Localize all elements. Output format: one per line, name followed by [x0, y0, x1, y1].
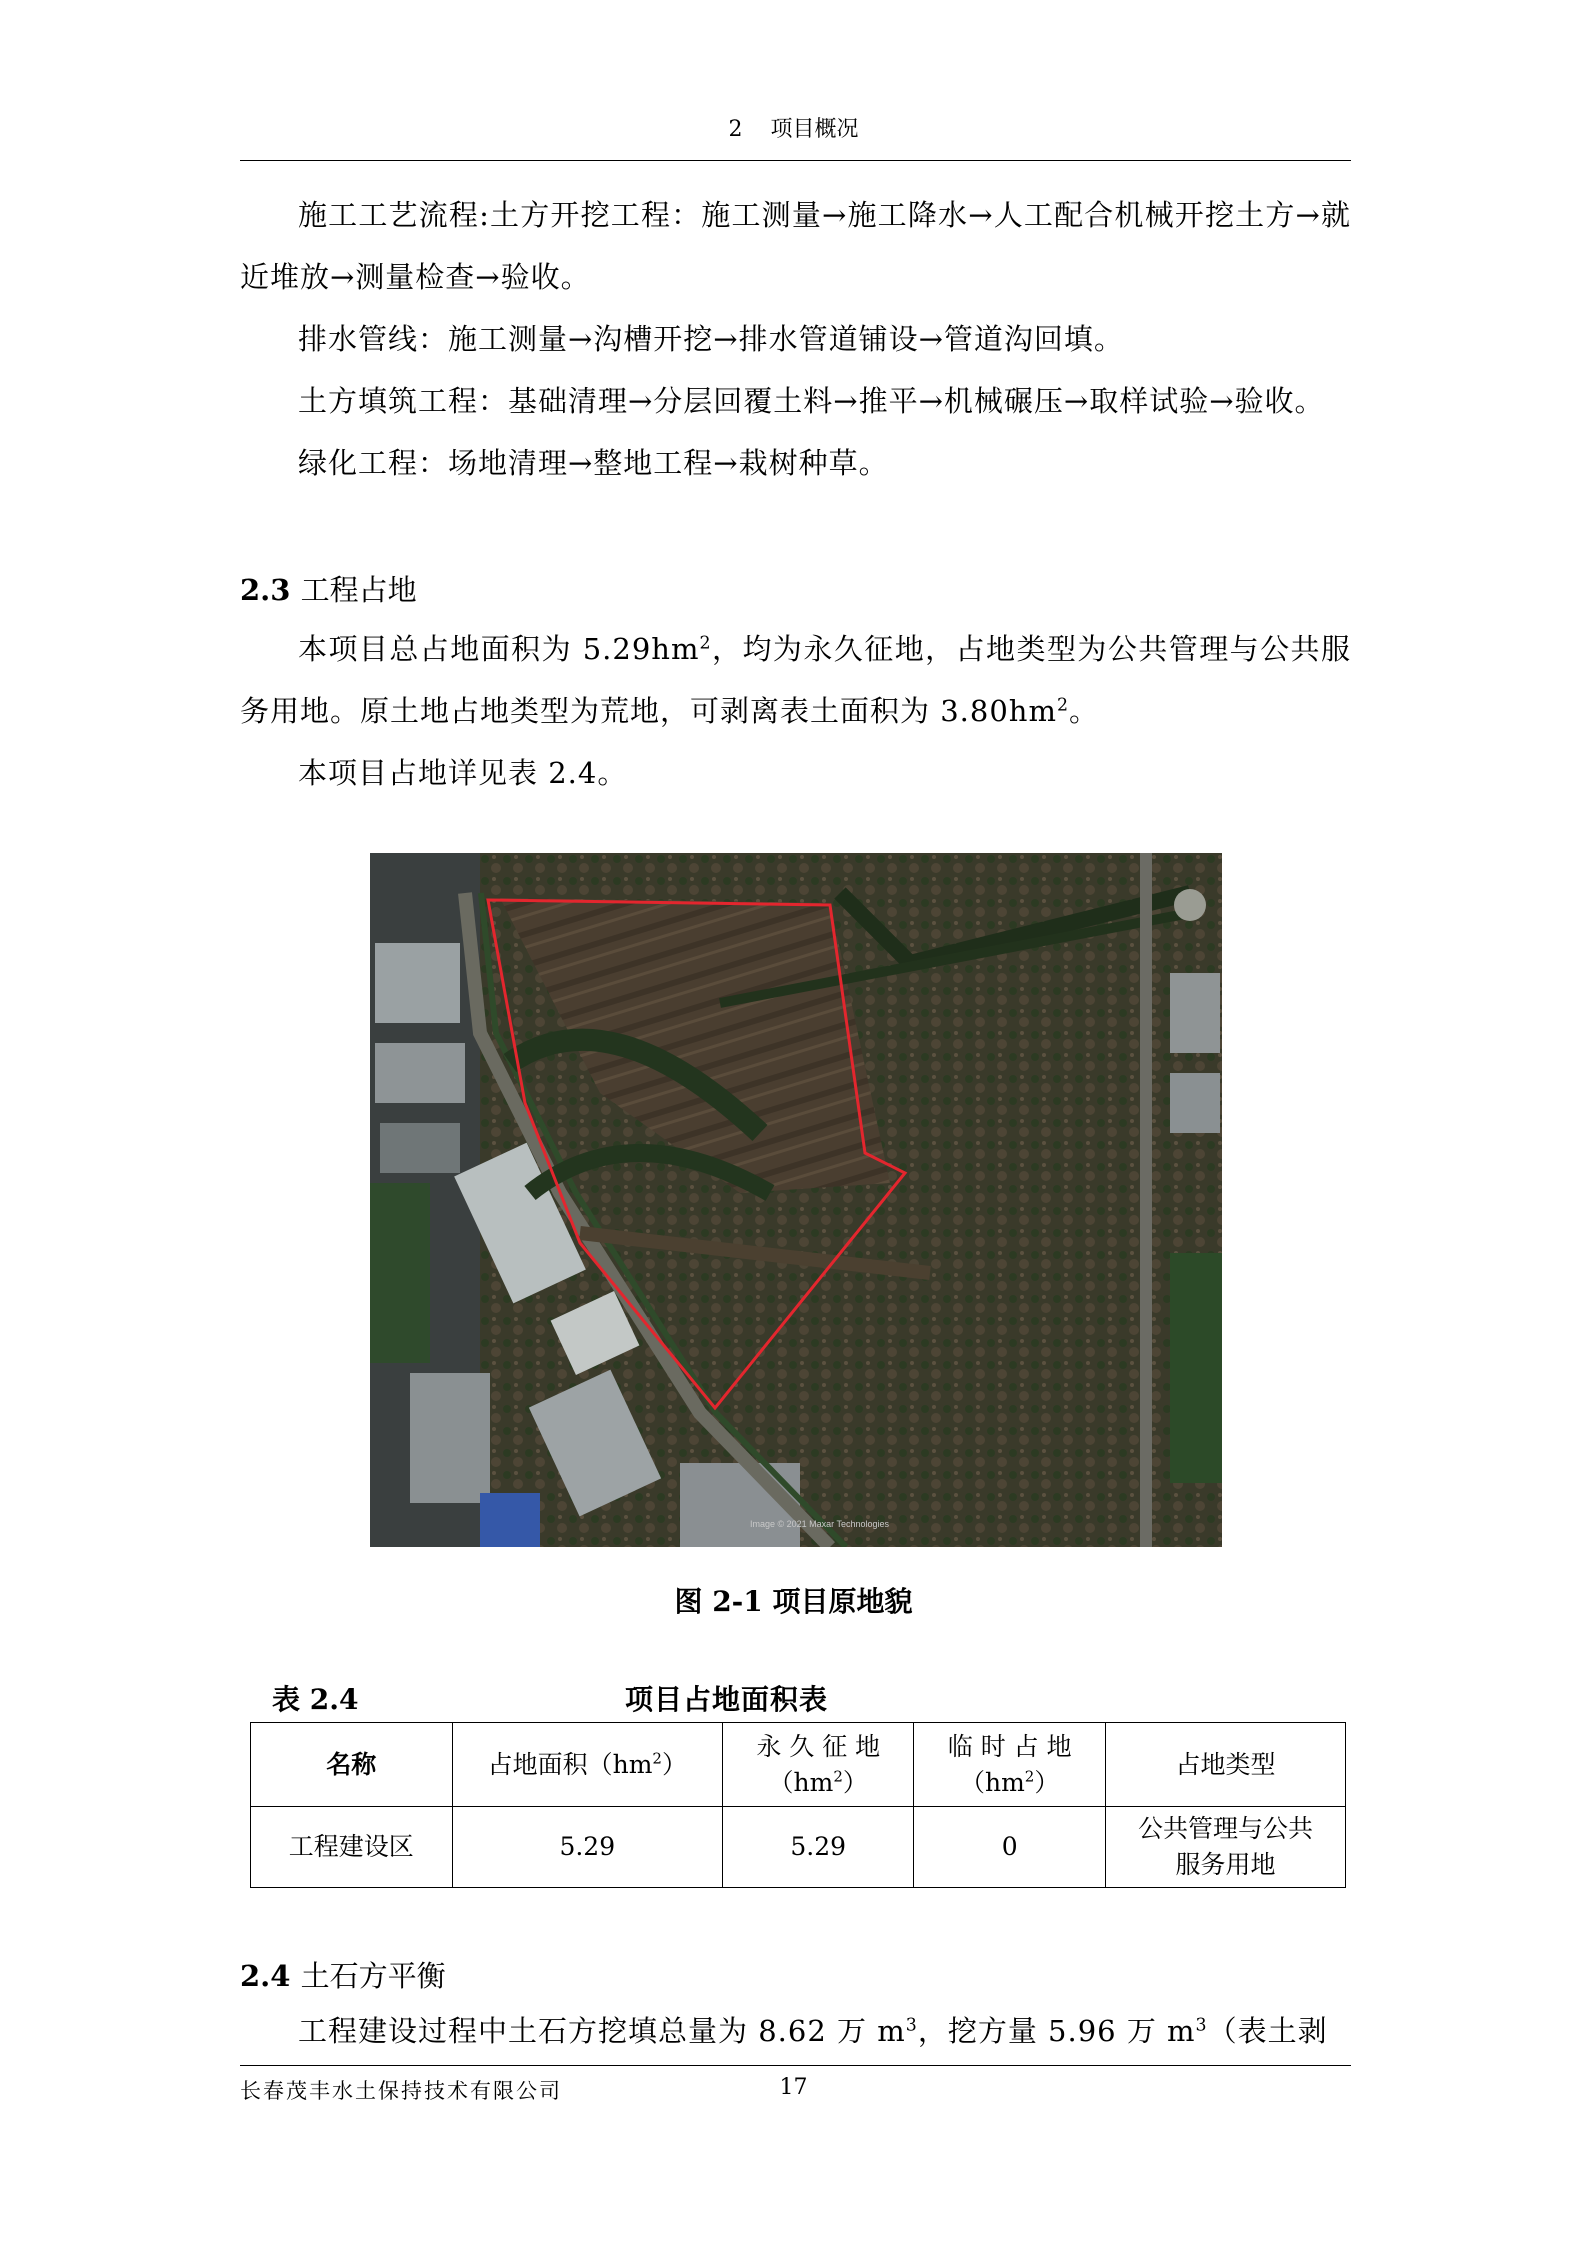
footer-company: 长春茂丰水土保持技术有限公司	[240, 2079, 562, 2103]
footer-rule	[240, 2065, 1351, 2066]
header-name: 名称	[251, 1723, 453, 1807]
page-number: 17	[779, 2075, 808, 2100]
process-greening: 绿化工程：场地清理→整地工程→栽树种草。	[298, 446, 889, 480]
section-title: 工程占地	[300, 573, 417, 607]
cell-type: 公共管理与公共 服务用地	[1105, 1807, 1345, 1888]
header-temporary: 临 时 占 地 $(hm^2)$	[914, 1723, 1105, 1807]
cell-name: 工程建设区	[251, 1807, 453, 1888]
header-permanent: 永 久 征 地 $(hm^2)$	[723, 1723, 914, 1807]
table-title: 项目占地面积表	[625, 1683, 829, 1716]
cell-permanent: 5.29	[723, 1807, 914, 1888]
page-header	[0, 112, 1587, 143]
section-2-4-heading	[240, 1954, 446, 1995]
table-reference-paragraph: 本项目占地详见表 2.4。	[298, 756, 628, 790]
section-2-3-body	[240, 618, 1351, 804]
section-title: 土石方平衡	[300, 1959, 446, 1993]
cell-area: 5.29	[452, 1807, 722, 1888]
header-area: 占地面积$(hm^2)$	[452, 1723, 722, 1807]
land-area-paragraph: 本项目总占地面积为 $5.29hm^2$，均为永久征地，占地类型为公共管理与公共服务用地。原土地占地类型为荒地，可剥离表土面积为 $3.80hm^2$。	[240, 632, 1351, 728]
section-number: 2.4	[240, 1959, 291, 1993]
earthwork-paragraph: 工程建设过程中土石方挖填总量为 8.62 万 $m^3$，挖方量 5.96 万 $m^3$（表土剥	[298, 2014, 1328, 2048]
process-paragraphs	[240, 184, 1351, 494]
site-satellite-image	[370, 853, 1222, 1547]
header-type: 占地类型	[1105, 1723, 1345, 1807]
cell-temporary: 0	[914, 1807, 1105, 1888]
table-row	[251, 1807, 1346, 1888]
table-label: 表 2.4	[272, 1683, 359, 1716]
process-fill: 土方填筑工程：基础清理→分层回覆土料→推平→机械碾压→取样试验→验收。	[298, 384, 1325, 418]
figure-caption: 图 2-1 项目原地貌	[674, 1585, 913, 1618]
header-chapter: 2	[728, 117, 743, 142]
process-drainage: 排水管线：施工测量→沟槽开挖→排水管道铺设→管道沟回填。	[298, 322, 1124, 356]
land-area-table	[250, 1722, 1346, 1888]
header-rule	[240, 160, 1351, 161]
table-header-row	[251, 1723, 1346, 1807]
section-2-4-body	[240, 2000, 1351, 2062]
section-number: 2.3	[240, 573, 291, 607]
process-earthwork: 施工工艺流程:土方开挖工程：施工测量→施工降水→人工配合机械开挖土方→就近堆放→测量检查→验收。	[240, 198, 1351, 294]
image-watermark: Image © 2021 Maxar Technologies	[750, 1519, 890, 1529]
header-title: 项目概况	[770, 117, 859, 142]
section-2-3-heading	[240, 568, 417, 609]
